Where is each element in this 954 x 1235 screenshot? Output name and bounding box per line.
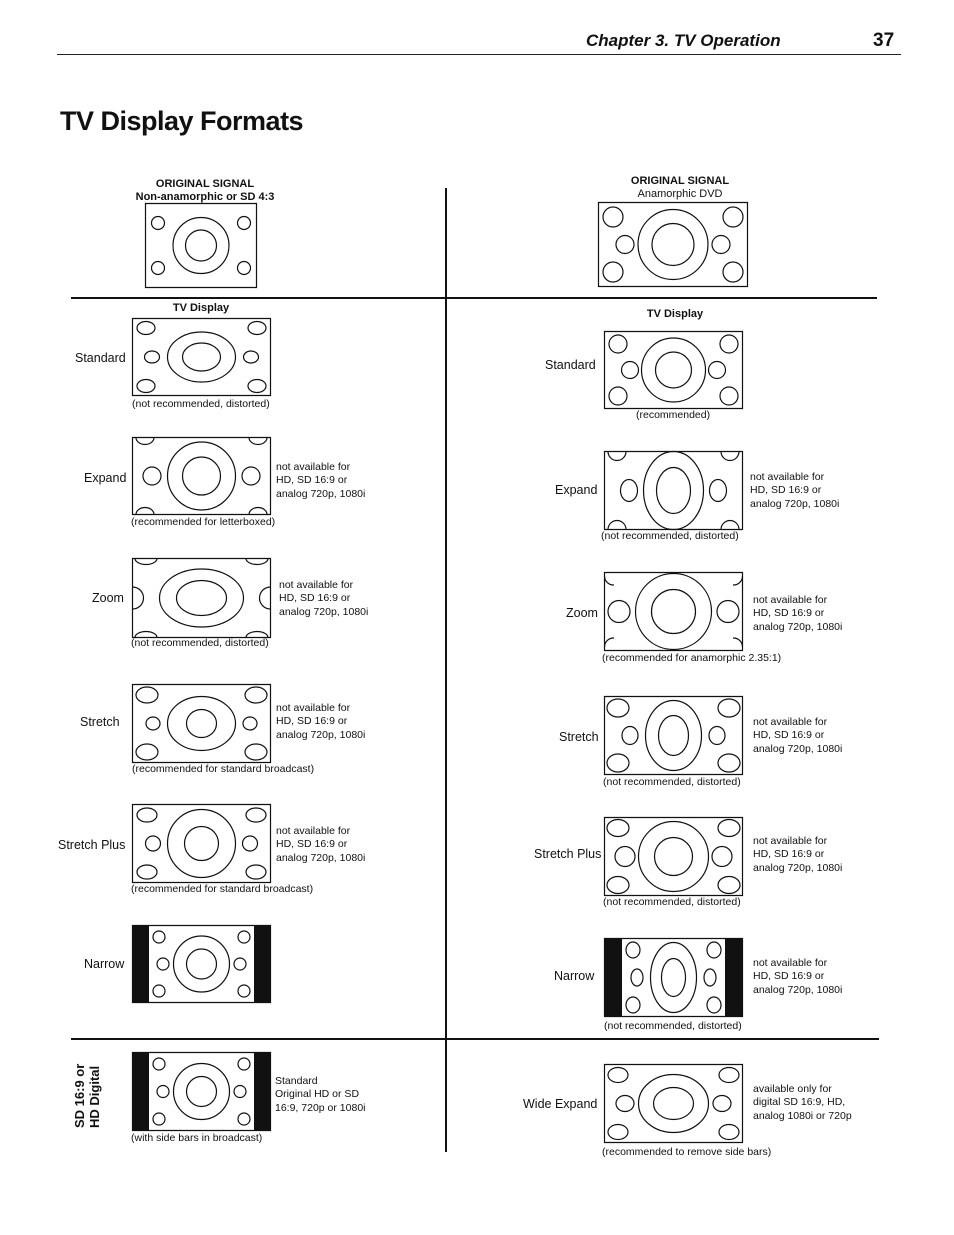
left-stretch-caption: (recommended for standard broadcast) — [132, 763, 315, 775]
right-wide-expand-diagram — [604, 1064, 743, 1143]
left-zoom-diagram — [132, 558, 271, 638]
right-stretch-diagram — [604, 696, 743, 775]
left-standard-caption: (not recommended, distorted) — [132, 398, 270, 410]
left-expand-caption: (recommended for letterboxed) — [131, 516, 276, 528]
sd-hd-label-line2: HD Digital — [87, 1065, 102, 1128]
sd-hd-rule-right — [446, 1038, 879, 1040]
left-sd-hd-standard-diagram — [132, 1052, 271, 1131]
right-mode-label-standard: Standard — [545, 358, 596, 372]
right-wide-expand-caption: (recommended to remove side bars) — [602, 1146, 772, 1158]
left-stretch-plus-caption: (recommended for standard broadcast) — [131, 883, 314, 895]
right-signal-caption-line1: ORIGINAL SIGNAL — [630, 175, 730, 187]
left-stretch-plus-note: not available for HD, SD 16:9 or analog 720p, 1080i — [276, 825, 366, 864]
section-rule-left — [71, 297, 446, 299]
left-stretch-diagram — [132, 684, 271, 763]
sd-hd-rule-left — [71, 1038, 446, 1040]
right-tv-display-caption: TV Display — [646, 308, 704, 320]
left-expand-diagram — [132, 437, 271, 515]
left-mode-label-standard: Standard — [75, 351, 126, 365]
right-mode-label-stretch: Stretch — [559, 730, 599, 744]
sd-hd-note: Standard Original HD or SD 16:9, 720p or 1080i — [275, 1075, 366, 1114]
left-mode-label-expand: Expand — [84, 471, 127, 485]
section-rule-right — [446, 297, 877, 299]
left-signal-caption-line1: ORIGINAL SIGNAL — [155, 178, 255, 190]
right-signal-caption — [605, 175, 755, 201]
right-narrow-caption: (not recommended, distorted) — [604, 1020, 742, 1032]
page-number: 37 — [873, 30, 895, 51]
left-standard-diagram — [132, 318, 271, 396]
left-expand-note: not available for HD, SD 16:9 or analog 720p, 1080i — [276, 461, 366, 500]
right-mode-label-zoom: Zoom — [566, 606, 598, 620]
column-divider-top — [445, 188, 447, 1038]
right-stretch-caption: (not recommended, distorted) — [603, 776, 741, 788]
right-zoom-diagram — [604, 572, 743, 651]
right-mode-label-wide-expand: Wide Expand — [523, 1097, 598, 1111]
right-standard-diagram — [604, 331, 743, 409]
page-title: TV Display Formats — [60, 106, 304, 136]
right-zoom-caption: (recommended for anamorphic 2.35:1) — [602, 652, 782, 664]
column-divider-bottom — [445, 1040, 447, 1152]
left-tv-display-caption: TV Display — [172, 302, 230, 314]
right-mode-label-expand: Expand — [555, 483, 598, 497]
right-narrow-diagram — [604, 938, 743, 1017]
left-zoom-caption: (not recommended, distorted) — [131, 637, 269, 649]
left-stretch-note: not available for HD, SD 16:9 or analog 720p, 1080i — [276, 702, 366, 741]
sd-hd-label-line1: SD 16:9 or — [72, 1063, 87, 1128]
chapter-title: Chapter 3. TV Operation — [586, 31, 781, 50]
right-stretch-plus-note: not available for HD, SD 16:9 or analog 720p, 1080i — [753, 835, 843, 874]
right-signal-caption-line2: Anamorphic DVD — [637, 188, 723, 200]
left-mode-label-stretch: Stretch — [80, 715, 120, 729]
left-mode-label-narrow: Narrow — [84, 957, 125, 971]
right-stretch-note: not available for HD, SD 16:9 or analog 720p, 1080i — [753, 716, 843, 755]
right-original-signal-diagram — [598, 202, 748, 287]
left-zoom-note: not available for HD, SD 16:9 or analog 720p, 1080i — [279, 579, 369, 618]
sd-hd-section-label — [72, 1064, 102, 1128]
right-mode-label-narrow: Narrow — [554, 969, 595, 983]
left-signal-caption-line2: Non-anamorphic or SD 4:3 — [135, 191, 275, 203]
right-narrow-note: not available for HD, SD 16:9 or analog 720p, 1080i — [753, 957, 843, 996]
right-zoom-note: not available for HD, SD 16:9 or analog 720p, 1080i — [753, 594, 843, 633]
right-wide-expand-note: available only for digital SD 16:9, HD, analog 1080i or 720p — [753, 1083, 852, 1122]
sd-hd-caption: (with side bars in broadcast) — [131, 1132, 263, 1144]
left-mode-label-zoom: Zoom — [92, 591, 124, 605]
left-stretch-plus-diagram — [132, 804, 271, 883]
left-narrow-diagram — [132, 925, 271, 1003]
right-stretch-plus-diagram — [604, 817, 743, 896]
right-expand-caption: (not recommended, distorted) — [601, 530, 739, 542]
right-mode-label-stretch-plus: Stretch Plus — [534, 847, 602, 861]
right-stretch-plus-caption: (not recommended, distorted) — [603, 896, 741, 908]
right-standard-caption: (recommended) — [636, 409, 711, 421]
header-rule — [57, 54, 901, 55]
left-signal-caption — [130, 178, 280, 204]
left-original-signal-diagram — [145, 203, 257, 288]
left-mode-label-stretch-plus: Stretch Plus — [58, 838, 126, 852]
right-expand-note: not available for HD, SD 16:9 or analog 720p, 1080i — [750, 471, 840, 510]
right-expand-diagram — [604, 451, 743, 530]
